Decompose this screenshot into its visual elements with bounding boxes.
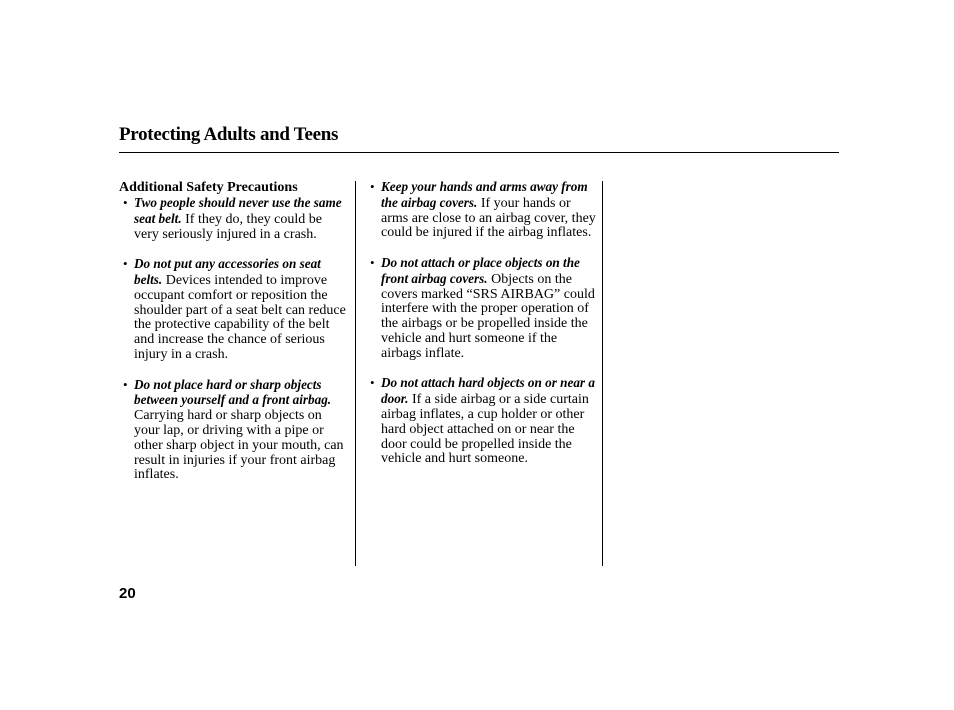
item-lead: Keep your hands and arms away from the airbag covers. xyxy=(381,179,588,210)
bullet-icon: • xyxy=(370,179,375,194)
item-lead: Do not put any accessories on seat belts. xyxy=(134,256,321,287)
list-item xyxy=(366,376,596,467)
list-item xyxy=(366,180,596,241)
item-text: If a side airbag or a side curtain airbag inflates, a cup holder or other hard object attached on or near the door could be propelled inside the vehicle and hurt someone. xyxy=(381,392,589,467)
list-item xyxy=(366,256,596,362)
bullet-icon: • xyxy=(370,254,375,270)
column-divider xyxy=(355,181,356,566)
title-rule xyxy=(119,152,839,153)
column-divider xyxy=(602,181,603,566)
bullet-icon: • xyxy=(123,256,128,272)
bullet-icon: • xyxy=(370,375,375,391)
bullet-icon: • xyxy=(123,376,128,392)
item-text: Carrying hard or sharp objects on your lap, or driving with a pipe or other sharp object in your mouth, can result in injuries if your front airbag inflates. xyxy=(134,408,344,483)
left-precautions-list xyxy=(119,196,347,483)
list-item xyxy=(119,196,347,242)
item-text: If your hands or arms are close to an airbag cover, they could be injured if the airbag inflates. xyxy=(381,195,596,241)
item-text: If they do, they could be very seriously injured in a crash. xyxy=(134,211,322,242)
list-item xyxy=(119,257,347,363)
item-lead: Two people should never use the same seat belt. xyxy=(134,195,342,226)
right-precautions-list xyxy=(366,180,596,467)
list-item xyxy=(119,378,347,484)
section-heading: Additional Safety Precautions xyxy=(119,180,298,195)
right-column xyxy=(366,180,596,467)
item-lead: Do not attach hard objects on or near a door. xyxy=(381,375,595,407)
item-lead: Do not attach or place objects on the front airbag covers. xyxy=(381,254,580,286)
page-title: Protecting Adults and Teens xyxy=(119,124,339,145)
page-number: 20 xyxy=(119,585,136,602)
item-lead: Do not place hard or sharp objects between yourself and a front airbag. xyxy=(134,376,332,408)
item-text: Objects on the covers marked “SRS AIRBAG” could interfere with the proper operation of the airbags or be propelled inside the vehicle and hurt someone if the airbags inflate. xyxy=(381,271,595,361)
item-text: Devices intended to improve occupant comfort or reposition the shoulder part of a seat belt can reduce the protective capability of the belt and increase the chance of serious injury in a crash. xyxy=(134,272,346,362)
bullet-icon: • xyxy=(123,195,128,210)
left-column xyxy=(119,180,347,483)
